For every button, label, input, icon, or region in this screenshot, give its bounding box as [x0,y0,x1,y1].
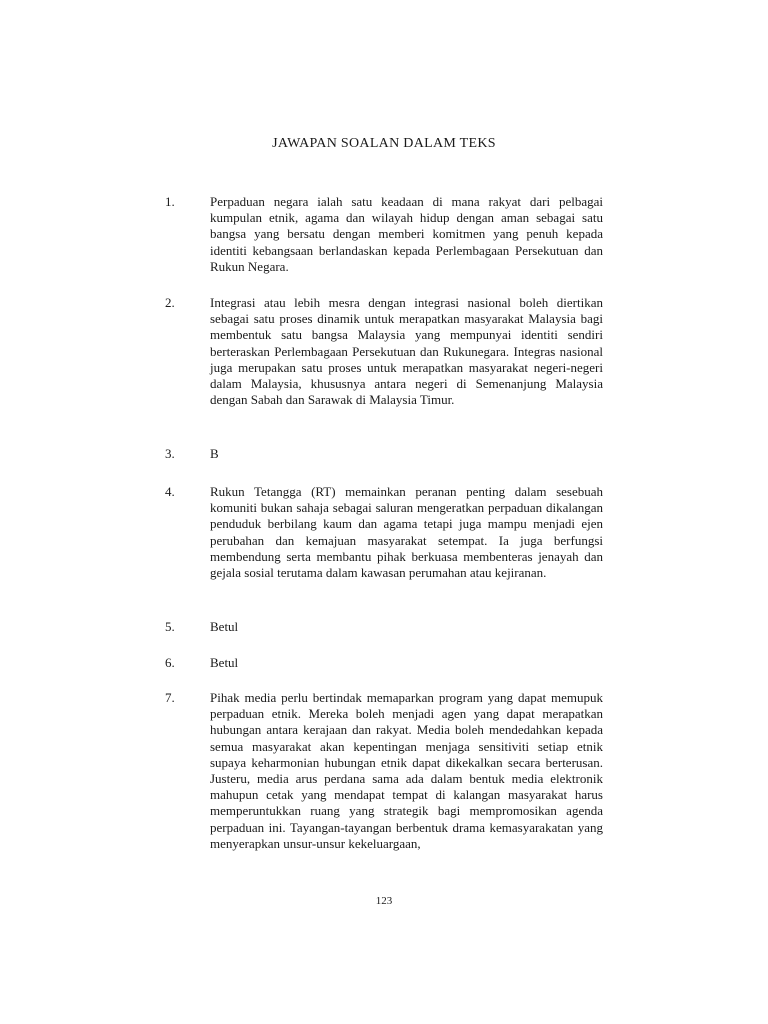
page-number: 123 [375,895,393,907]
item-number: 5. [165,619,175,634]
item-text: Pihak media perlu bertindak memaparkan program yang dapat memupuk perpaduan etnik. Mereka boleh menjadi agen yang dapat merapatkan hubungan antara kerajaan dan rakyat. Media boleh mendedahkan kepada semua masyarakat akan kepentingan menjaga sensitiviti setiap etnik supaya keharmonian hubungan etnik dapat dikekalkan secara berterusan. Justeru, media arus perdana sama ada dalam bentuk media elektronik mahupun cetak yang mendapat tempat di kalangan masyarakat harus memperuntukkan ruang yang strategik bagi mempromosikan agenda perpaduan ini. Tayangan-tayangan berbentuk drama kemasyarakatan yang menyerapkan unsur-unsur kekeluargaan, [210,690,603,851]
item-text: B [210,446,219,461]
item-text: Betul [210,655,239,670]
item-text: Perpaduan negara ialah satu keadaan di mana rakyat dari pelbagai kumpulan etnik, agama dan wilayah hidup dengan aman sebagai satu bangsa yang bersatu dengan memberi komitmen yang penuh kepada identiti kebangsaan berlandaskan kepada Perlembagaan Persekutuan dan Rukun Negara. [210,194,603,274]
item-number: 6. [165,655,175,670]
item-number: 3. [165,446,175,461]
item-number: 1. [165,194,175,209]
item-text: Betul [210,619,239,634]
item-number: 2. [165,295,175,310]
item-text: Rukun Tetangga (RT) memainkan peranan penting dalam sesebuah komuniti bukan sahaja sebagai saluran mengeratkan perpaduan dikalangan penduduk berbilang kaum dan agama tetapi juga mampu menjadi ejen perubahan dan kemajuan masyarakat setempat. Ia juga berfungsi membendung serta membantu pihak berkuasa membenteras jenayah dan gejala sosial terutama dalam kawasan perumahan atau kejiranan. [210,484,603,581]
page-title: JAWAPAN SOALAN DALAM TEKS [272,136,496,151]
item-text: Integrasi atau lebih mesra dengan integrasi nasional boleh diertikan sebagai satu proses dinamik untuk merapatkan masyarakat Malaysia bagi membentuk satu bangsa Malaysia yang mempunyai identiti sendiri berteraskan Perlembagaan Persekutuan dan Rukunegara. Integras nasional juga merupakan satu proses untuk merapatkan masyarakat negeri-negeri dalam Malaysia, khususnya antara negeri di Semenanjung Malaysia dengan Sabah dan Sarawak di Malaysia Timur. [210,295,603,408]
item-number: 4. [165,484,175,499]
item-number: 7. [165,690,175,705]
